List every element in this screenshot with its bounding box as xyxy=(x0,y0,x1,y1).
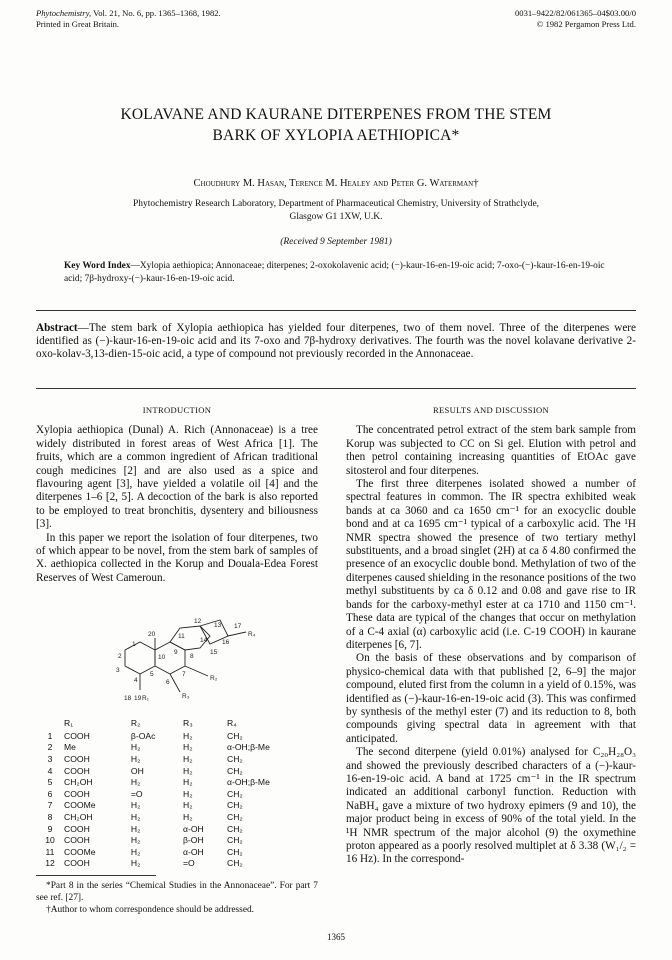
table-row xyxy=(36,765,318,777)
table-cell: 10 xyxy=(45,835,55,846)
table-row xyxy=(36,834,318,846)
table-cell: =O xyxy=(130,788,143,799)
table-row xyxy=(36,823,318,835)
structure-label: 11 xyxy=(178,633,185,640)
table-cell: α-OH xyxy=(182,846,204,857)
table-cell: Me xyxy=(64,742,76,753)
table-cell: H₂ xyxy=(130,846,141,857)
journal-volume: Vol. 21, No. 6, pp. 1365–1368, 1982. xyxy=(93,8,221,18)
intro-paragraph-2: In this paper we report the isolation of four diterpenes, two of which appear to be novel, from the stem bark of samples of X. aethiopica collected in the Korup and Douala-Edea Forest Reserves of West Cameroun. xyxy=(36,531,318,584)
structure-label: 9 xyxy=(174,649,178,656)
table-cell: α-OH xyxy=(182,823,204,834)
structure-label: 18 xyxy=(124,695,132,702)
title-line-2: BARK OF XYLOPIA AETHIOPICA* xyxy=(212,127,460,144)
structure-label: 10 xyxy=(158,654,166,661)
table-cell: CH₂ xyxy=(227,788,243,799)
table-cell: 5 xyxy=(47,777,53,788)
table-cell: H₂ xyxy=(130,811,141,822)
affiliation-line-1: Phytochemistry Research Laboratory, Department of Pharmaceutical Chemistry, University of Strathclyde, xyxy=(132,199,540,209)
table-row xyxy=(36,811,318,823)
table-header-row xyxy=(36,715,318,730)
journal-name: Phytochemistry, xyxy=(36,8,92,18)
r3-bond xyxy=(170,674,180,692)
table-row xyxy=(36,788,318,800)
keyword-text: —Xylopia aethiopica; Annonaceae; diterpenes; 2-oxokolavenic acid; (−)-kaur-16-en-19-oic acid; 7-oxo-(−)-kaur-16-en-19-oic acid; 7β-hydroxy-(−)-kaur-16-en-19-oic acid. xyxy=(64,261,605,284)
table-cell: CH₂ xyxy=(227,800,243,811)
table-cell: H₂ xyxy=(130,823,141,834)
table-row xyxy=(36,753,318,765)
table-cell: H₂ xyxy=(130,835,141,846)
table-cell: CH₂OH xyxy=(64,777,93,788)
structure-label: 4 xyxy=(134,677,138,684)
structure-label: 15 xyxy=(210,649,218,656)
substituent-table xyxy=(36,715,318,869)
received-date: (Received 9 September 1981) xyxy=(280,237,392,247)
table-cell: β-OAc xyxy=(130,730,156,741)
table-row xyxy=(36,742,318,754)
table-cell: COOMe xyxy=(64,846,96,857)
abstract-top-rule xyxy=(36,310,636,311)
table-header xyxy=(36,715,64,730)
table-header: R₂ xyxy=(130,717,141,728)
table-cell: COOH xyxy=(64,753,90,764)
title-line-1: KOLAVANE AND KAURANE DITERPENES FROM THE STEM xyxy=(120,106,552,123)
table-header: R₃ xyxy=(182,717,193,728)
table-row xyxy=(36,730,318,742)
table-cell: H₂ xyxy=(182,777,193,788)
table-row xyxy=(36,858,318,870)
abstract-text: —The stem bark of Xylopia aethiopica has yielded four diterpenes, two of them novel. Three of the diterpenes were identified as (−)-kaur-16-en-19-oic acid and its 7-oxo and 7β-hydroxy derivatives. The fourth was the novel kolavane derivative 2-oxo-kolav-3,13-dien-15-oic acid, a type of compound not previously recorded in the Annonaceae. xyxy=(36,322,636,361)
table-cell: H₂ xyxy=(130,742,141,753)
journal-header-left xyxy=(36,8,221,30)
structure-label: 17 xyxy=(234,623,242,630)
structure-label: 2 xyxy=(118,653,122,660)
structure-label: 1 xyxy=(132,641,136,648)
table-cell: COOMe xyxy=(64,800,96,811)
table-cell: 12 xyxy=(45,858,55,869)
table-row xyxy=(36,800,318,812)
table-cell: H₂ xyxy=(182,730,193,741)
table-cell: =O xyxy=(182,858,195,869)
footnotes xyxy=(36,880,318,916)
table-cell: 8 xyxy=(47,811,53,822)
ring-a xyxy=(125,642,155,674)
structure-label: 19 xyxy=(134,695,142,702)
structure-label: R₁ xyxy=(142,695,149,702)
structure-label: 6 xyxy=(166,679,170,686)
table-cell: H₂ xyxy=(130,858,141,869)
introduction-heading: INTRODUCTION xyxy=(142,405,212,415)
table-row xyxy=(36,846,318,858)
results-paragraph-4: The second diterpene (yield 0.01%) analysed for C₂₀H₂₈O₃ and showed the previously described characters of a (−)-kaur-16-en-19-oic acid. A band at 1725 cm⁻¹ in the IR spectrum indicated an additional carbonyl function. Reduction with NaBH₄ gave a mixture of two hydroxy epimers (9 and 10), the major product being in excess of 90% of the total yield. In the ¹H NMR spectrum of the major alcohol (9) the oxymethine proton appeared as a poorly resolved multiplet at δ 3.38 (W₁/₂ = 16 Hz). In the correspond- xyxy=(346,746,636,866)
article-title xyxy=(40,104,632,146)
structure-label: 8 xyxy=(190,653,194,660)
structure-label: 14 xyxy=(200,637,208,644)
table-header: R₁ xyxy=(64,717,74,728)
structure-label: R₃ xyxy=(182,693,190,700)
table-cell: α-OH;β-Me xyxy=(227,777,270,788)
keyword-index xyxy=(64,260,624,285)
article-code: 0031–9422/82/061365–04$03.00/0 xyxy=(514,8,636,18)
results-heading: RESULTS AND DISCUSSION xyxy=(432,405,550,415)
footnote-1: *Part 8 in the series “Chemical Studies in the Annonaceae”. For part 7 see ref. [27]. xyxy=(36,881,318,903)
table-cell: H₂ xyxy=(182,765,193,776)
intro-paragraph-1: Xylopia aethiopica (Dunal) A. Rich (Annonaceae) is a tree widely distributed in forest areas of West Africa [1]. The fruits, which are a common ingredient of African traditional cough medicines [2] and are also used as a spice and flavouring agent [3], have yielded a volatile oil [4] and the diterpenes 1–6 [2, 5]. A decoction of the bark is also reported to be employed to treat bronchitis, dysentery and biliousness [3]. xyxy=(36,424,318,531)
affiliation xyxy=(60,198,612,223)
table-cell: CH₂ xyxy=(227,811,243,822)
left-column xyxy=(36,404,318,585)
table-cell: 9 xyxy=(47,823,53,834)
table-cell: H₂ xyxy=(130,777,141,788)
table-cell: CH₂ xyxy=(227,835,243,846)
table-cell: H₂ xyxy=(182,811,193,822)
table-cell: H₂ xyxy=(182,800,193,811)
table-cell: CH₂ xyxy=(227,730,243,741)
table-cell: 2 xyxy=(47,742,53,753)
page-number: 1365 xyxy=(327,932,345,942)
abstract-bottom-rule xyxy=(36,388,636,389)
table-cell: CH₂ xyxy=(227,823,243,834)
table-cell: β-OH xyxy=(182,835,204,846)
footnote-2: †Author to whom correspondence should be addressed. xyxy=(46,905,255,915)
structure-label: R₂ xyxy=(210,675,218,682)
table-cell: CH₂ xyxy=(227,846,243,857)
structure-label: 5 xyxy=(150,671,154,678)
table-cell: OH xyxy=(130,765,144,776)
right-column xyxy=(346,404,636,867)
table-cell: COOH xyxy=(64,730,90,741)
structure-label: 13 xyxy=(214,622,222,629)
results-paragraph-3: On the basis of these observations and by comparison of physico-chemical data with that published [2, 6–9] the major compound, eluted first from the column in a yield of 0.15%, was identified as (−)-kaur-16-en-19-oic acid (3). This was confirmed by synthesis of the methyl ester (7) and its reduction to 8, both compounds giving spectral data in agreement with that anticipated. xyxy=(346,652,636,745)
structure-label: R₄ xyxy=(248,631,256,638)
table-cell: H₂ xyxy=(130,753,141,764)
exocyclic-bond xyxy=(228,632,246,636)
copyright-line: © 1982 Pergamon Press Ltd. xyxy=(536,19,636,29)
table-cell: COOH xyxy=(64,788,90,799)
abstract-label: Abstract xyxy=(36,322,78,334)
printed-note: Printed in Great Britain. xyxy=(36,19,120,29)
author-list: Choudhury M. Hasan, Terence M. Healey and Peter G. Waterman† xyxy=(193,178,479,189)
table-cell: H₂ xyxy=(182,742,193,753)
kaurane-structure-diagram xyxy=(110,614,300,709)
structure-label: 20 xyxy=(148,631,156,638)
structure-label: 16 xyxy=(222,639,230,646)
table-cell: COOH xyxy=(64,858,90,869)
table-header: R₄ xyxy=(227,717,237,728)
table-cell: CH₂OH xyxy=(64,811,93,822)
journal-header-right xyxy=(515,8,636,30)
table-cell: 6 xyxy=(47,788,53,799)
table-cell: COOH xyxy=(64,835,90,846)
table-cell: COOH xyxy=(64,765,90,776)
table-cell: 3 xyxy=(47,753,53,764)
table-cell: CH₂ xyxy=(227,858,243,869)
keyword-label: Key Word Index xyxy=(64,261,131,271)
table-cell: CH₂ xyxy=(227,765,243,776)
results-paragraph-1: The concentrated petrol extract of the stem bark sample from Korup was subjected to CC on Si gel. Elution with petrol and then petrol containing increasing quantities of EtOAc gave sitosterol and four diterpenes. xyxy=(346,424,636,477)
structure-label: 7 xyxy=(182,671,186,678)
table-cell: 1 xyxy=(47,730,53,741)
table-cell: H₂ xyxy=(182,753,193,764)
affiliation-line-2: Glasgow G1 1XW, U.K. xyxy=(289,211,383,222)
r2-bond xyxy=(185,666,208,676)
structure-label: 3 xyxy=(116,667,120,674)
table-cell: 4 xyxy=(47,765,53,776)
table-cell: H₂ xyxy=(130,800,141,811)
table-cell: CH₂ xyxy=(227,753,243,764)
table-cell: 7 xyxy=(47,800,53,811)
structure-label: 12 xyxy=(194,618,202,625)
table-cell: H₂ xyxy=(182,788,193,799)
table-row xyxy=(36,776,318,788)
table-cell: COOH xyxy=(64,823,90,834)
footnote-rule xyxy=(36,875,156,876)
abstract xyxy=(36,322,636,362)
table-cell: 11 xyxy=(45,846,55,857)
results-paragraph-2: The first three diterpenes isolated showed a number of spectral features in common. The IR spectra exhibited weak bands at ca 3060 and ca 1650 cm⁻¹ for an exocyclic double bond and at ca 1695 cm⁻¹ typical of a carboxylic acid. The ¹H NMR spectra showed the presence of two tertiary methyl substituents, and a broad singlet (2H) at ca δ 4.80 confirmed the presence of an exocyclic double bond. Methylation of two of the diterpenes caused shielding in the resonance positions of the two methyl substituents by ca δ 0.12 and 0.08 and gave rise to IR bands for the carboxy-methyl ester at ca 1710 and 1150 cm⁻¹. These data are typical of the changes that occur on methylation of a C-4 axial (α) carboxylic acid (i.e. C-19 COOH) in kaurane diterpenes [6, 7]. xyxy=(346,478,636,651)
table-cell: α-OH;β-Me xyxy=(227,742,270,753)
